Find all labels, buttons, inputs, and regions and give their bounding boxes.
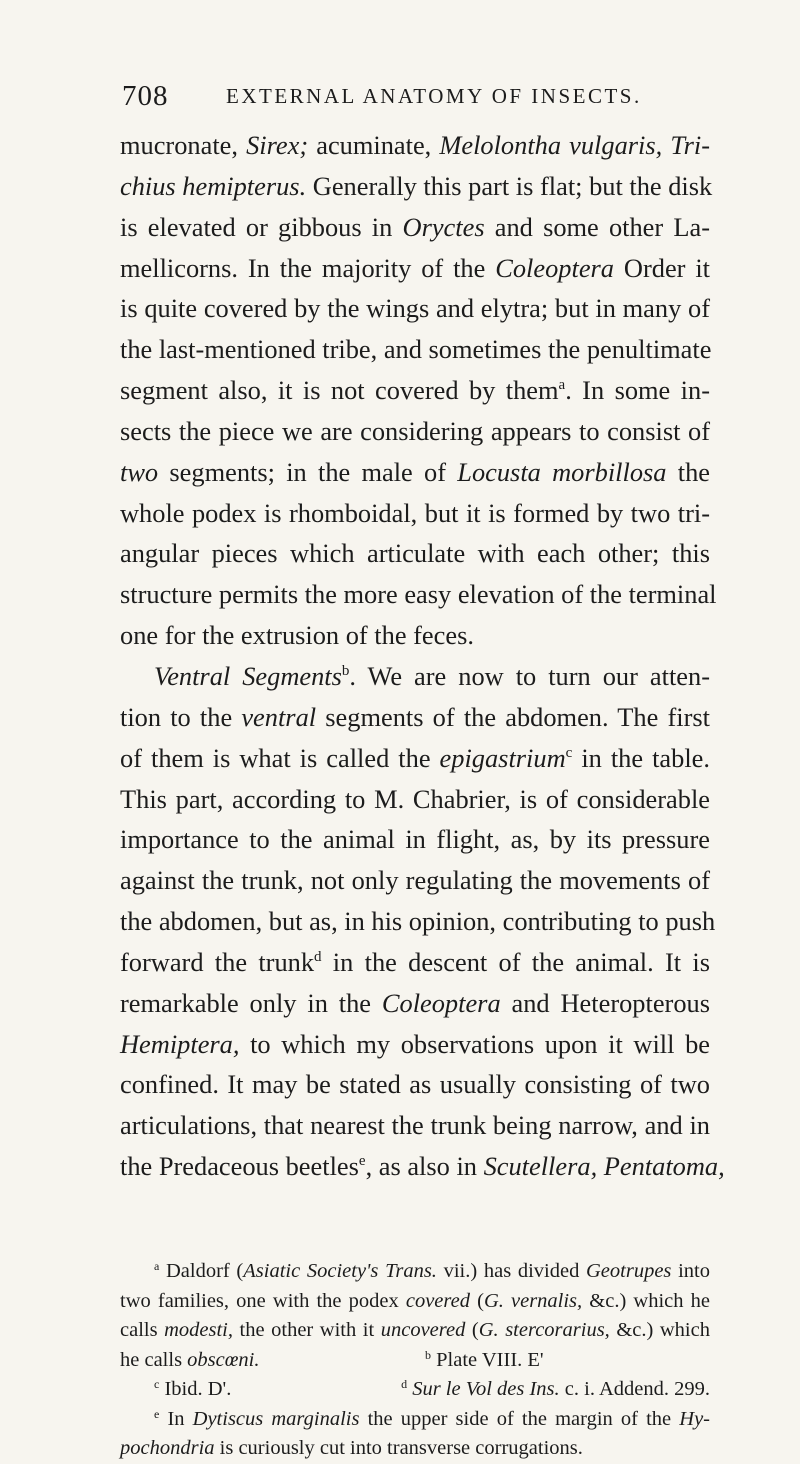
- taxon-name: Oryctes: [402, 211, 485, 242]
- footnote-ref-a[interactable]: a: [558, 377, 566, 394]
- page-number: 708: [122, 80, 169, 112]
- text-line: [120, 248, 710, 289]
- text-line: [120, 983, 710, 1024]
- footnote-a-b-row: [120, 1346, 710, 1376]
- text-run: Ibid. D'.: [159, 1378, 232, 1400]
- footnote-a-line: [120, 1287, 710, 1317]
- taxon-name: Hemiptera,: [120, 1028, 240, 1059]
- taxon-name: Melolontha vulgaris,: [439, 130, 663, 160]
- text-run: the other with it: [233, 1319, 381, 1341]
- text-run: . In some in-: [565, 375, 710, 406]
- footnote-ref-b[interactable]: b: [341, 662, 350, 679]
- text-line: structure permits the more easy elevation of the terminal: [120, 579, 717, 610]
- text-run: &c.) which: [609, 1319, 710, 1341]
- footnote-marker: d: [401, 1377, 408, 1391]
- section-heading-line: [120, 656, 710, 697]
- taxon-name: G. vernalis,: [483, 1289, 583, 1312]
- text-line: [120, 697, 710, 738]
- page-header: [122, 74, 682, 114]
- footnote-e: [120, 1405, 710, 1435]
- emphasis: modesti,: [164, 1319, 234, 1341]
- text-line: the abdomen, but as, in his opinion, contributing to push: [120, 906, 716, 937]
- footnote-marker: a: [154, 1259, 160, 1273]
- text-run: mellicorns. In the majority of the: [120, 252, 496, 283]
- text-run: of them is what is called the: [120, 742, 440, 773]
- text-run: in the descent of the animal. It is: [321, 946, 710, 977]
- text-line: against the trunk, not only regulating the movements of: [120, 865, 710, 896]
- taxon-name: pochondria: [120, 1437, 215, 1459]
- text-run: and Heteropterous: [500, 987, 710, 1018]
- text-line: This part, according to M. Chabrier, is of considerable: [120, 783, 710, 814]
- text-run: in the table.: [572, 742, 710, 773]
- text-run: &c.) which he: [582, 1289, 710, 1312]
- footnote-c-d-row: [120, 1375, 710, 1405]
- text-run: c. i. Addend. 299.: [559, 1378, 710, 1400]
- text-line: [120, 452, 710, 493]
- text-run: tion to the: [120, 701, 242, 732]
- text-run: segment also, it is not covered by them: [120, 375, 559, 406]
- term: epigastrium: [439, 742, 566, 773]
- taxon-name: G. stercorarius,: [478, 1319, 610, 1341]
- text-run: is curiously cut into transverse corrugations.: [214, 1437, 583, 1459]
- text-run: is elevated or gibbous in: [120, 211, 403, 242]
- footnote-ref-e[interactable]: e: [358, 1153, 366, 1170]
- text-line: [120, 1024, 710, 1065]
- text-line: whole podex is rhomboidal, but it is formed by two tri-: [120, 497, 710, 528]
- emphasis: uncovered: [380, 1319, 466, 1341]
- text-line: importance to the animal in flight, as, by its pressure: [120, 824, 710, 855]
- taxon-name: Scutellera, Pentatoma,: [483, 1151, 725, 1182]
- text-run: Plate VIII. E': [431, 1348, 544, 1371]
- text-run: into: [671, 1260, 710, 1282]
- footnote-marker: c: [154, 1377, 160, 1391]
- taxon-name: Coleoptera: [495, 252, 614, 283]
- text-line: angular pieces which articulate with each other; this: [120, 538, 710, 569]
- running-head: EXTERNAL ANATOMY OF INSECTS.: [226, 84, 642, 108]
- taxon-name: Dytiscus marginalis: [192, 1407, 360, 1430]
- footnote-marker: e: [154, 1406, 160, 1421]
- text-run: , as also in: [365, 1151, 484, 1182]
- text-line: one for the extrusion of the feces.: [120, 620, 474, 651]
- text-line: confined. It may be stated as usually consisting of two: [120, 1069, 710, 1100]
- text-line: sects the piece we are considering appears to consist of: [120, 415, 710, 446]
- text-run: Daldorf (: [159, 1260, 244, 1282]
- taxon-name: Coleoptera: [381, 987, 501, 1018]
- text-run: . We are now to turn our atten-: [349, 660, 710, 691]
- emphasis: covered: [405, 1289, 470, 1312]
- footnote-c: [154, 1375, 401, 1405]
- text-run: segments of the abdomen. The first: [316, 701, 710, 732]
- text-run: remarkable only in the: [120, 987, 382, 1018]
- text-run: calls: [120, 1319, 165, 1341]
- text-run: Generally this part is flat; but the disk: [306, 170, 713, 201]
- text-run: segments; in the male of: [158, 456, 458, 487]
- footnote-a-line: [120, 1316, 710, 1346]
- emphasis: ventral: [241, 701, 317, 732]
- text-run: mucronate,: [120, 130, 247, 160]
- text-run: In: [159, 1407, 193, 1430]
- footnote-marker: b: [425, 1347, 431, 1362]
- text-run: (: [465, 1319, 479, 1341]
- text-line: [120, 738, 710, 779]
- text-run: forward the trunk: [120, 946, 315, 977]
- text-run: and some other La-: [484, 211, 710, 242]
- citation-title: Asiatic Society's Trans.: [243, 1260, 437, 1282]
- footnote-ref-c[interactable]: c: [565, 744, 573, 761]
- taxon-name: Hy-: [679, 1407, 710, 1430]
- text-line: is quite covered by the wings and elytra; but in many of: [120, 293, 710, 324]
- text-run: acuminate,: [308, 130, 440, 160]
- taxon-name: Locusta morbillosa: [457, 456, 667, 487]
- text-run: the: [666, 456, 710, 487]
- text-line: the last-mentioned tribe, and sometimes the penultimate: [120, 334, 712, 365]
- text-run: two families, one with the podex: [120, 1289, 406, 1312]
- text-line: [120, 207, 710, 248]
- text-line: [120, 166, 713, 207]
- text-run: (: [469, 1289, 484, 1312]
- text-run: he calls: [120, 1348, 188, 1371]
- body-text: [120, 125, 725, 1187]
- taxon-name: Sirex;: [246, 130, 309, 160]
- footnote-ref-d[interactable]: d: [314, 948, 322, 965]
- text-line: [120, 370, 710, 411]
- footnotes: [120, 1257, 710, 1464]
- footnote-d: [401, 1375, 710, 1405]
- section-heading: Ventral Segments: [154, 660, 342, 691]
- text-line: [120, 125, 710, 166]
- taxon-name: Geotrupes: [586, 1260, 672, 1282]
- text-run: vii.) has divided: [436, 1260, 586, 1282]
- taxon-name: chius hemipterus.: [120, 170, 307, 201]
- text-run: to which my observations upon it will be: [239, 1028, 710, 1059]
- text-line: [120, 942, 710, 983]
- emphasis: obscœni.: [187, 1348, 260, 1371]
- footnote-b: [425, 1346, 544, 1376]
- text-run: Order it: [614, 252, 711, 283]
- citation-title: Sur le Vol des Ins.: [412, 1378, 560, 1400]
- text-line: articulations, that nearest the trunk being narrow, and in: [120, 1110, 710, 1141]
- text-line: [120, 1146, 725, 1187]
- taxon-name: Tri-: [670, 130, 710, 160]
- text-run: the Predaceous beetles: [120, 1151, 359, 1182]
- text-run: the upper side of the margin of the: [359, 1407, 680, 1430]
- footnote-a: [120, 1257, 710, 1287]
- emphasis: two: [120, 456, 159, 487]
